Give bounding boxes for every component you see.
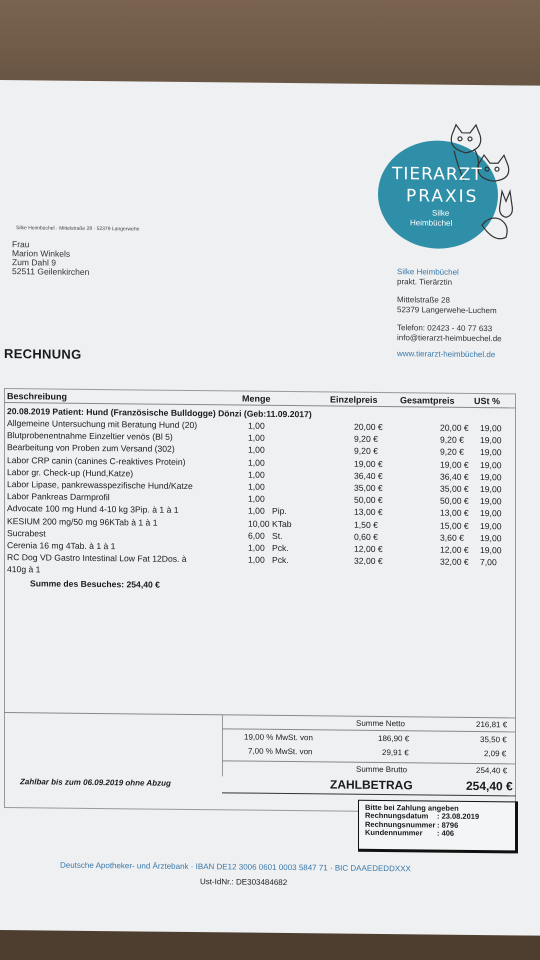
practice-website: www.tierarzt-heimbüchel.de [397, 349, 496, 360]
item-description: RC Dog VD Gastro Intestinal Low Fat 12Dos. à [7, 552, 187, 565]
item-quantity: 1,00 [248, 469, 265, 480]
item-unit-price: 13,00 € [354, 507, 383, 518]
col-header-tax: USt % [474, 395, 501, 407]
item-total: 12,00 € [440, 544, 469, 555]
item-tax: 19,00 [480, 459, 502, 470]
practice-info [397, 267, 502, 360]
item-quantity: 1,00 [248, 493, 265, 504]
vat19-label: 19,00 % MwSt. von [244, 732, 313, 743]
amount-due-label: ZAHLBETRAG [330, 777, 413, 793]
item-description: Bearbeitung von Proben zum Versand (302) [7, 442, 175, 455]
item-quantity: 1,00 [248, 457, 265, 468]
logo-name-line1: Silke [432, 208, 450, 218]
item-total: 19,00 € [440, 459, 469, 470]
item-tax: 19,00 [480, 496, 502, 507]
item-tax: 19,00 [480, 520, 502, 531]
item-unit: Pip. [272, 506, 287, 517]
item-quantity: 6,00 [248, 530, 265, 541]
item-description: Cerenia 16 mg 4Tab. à 1 à 1 [7, 540, 116, 552]
recipient-line: Frau [12, 239, 30, 250]
item-unit-price: 20,00 € [354, 421, 383, 433]
item-quantity: 1,00 [248, 481, 265, 492]
practice-street: Mittelstraße 28 [397, 295, 450, 305]
item-tax: 7,00 [480, 557, 497, 568]
payment-key: Kundennummer [365, 827, 423, 838]
item-tax: 19,00 [480, 484, 502, 495]
vat7-label: 7,00 % MwSt. von [248, 746, 313, 757]
item-tax: 19,00 [480, 423, 502, 434]
net-sum-label: Summe Netto [356, 718, 405, 729]
item-quantity: 1,00 [248, 554, 265, 565]
practice-email: info@tierarzt-heimbuechel.de [397, 333, 502, 344]
item-unit-price: 50,00 € [354, 494, 383, 506]
item-quantity: 1,00 [248, 505, 265, 517]
item-quantity: 1,00 [248, 542, 265, 553]
item-description: Blutprobenentnahme Einzeltier venös (Bl 5) [7, 430, 173, 442]
payment-box-title: Bitte bei Zahlung angeben [365, 802, 459, 813]
col-header-quantity: Menge [242, 393, 271, 404]
item-unit: KTab [272, 518, 292, 529]
item-total: 15,00 € [440, 520, 469, 531]
item-tax: 19,00 [480, 435, 502, 446]
item-tax: 19,00 [480, 471, 502, 483]
item-description-continued: 410g à 1 [7, 564, 41, 575]
gross-sum-value: 254,40 € [476, 765, 508, 776]
recipient-address [12, 240, 89, 277]
visit-sum: Summe des Besuches: 254,40 € [30, 578, 160, 590]
document-title: RECHNUNG [4, 346, 82, 362]
practice-title: prakt. Tierärztin [397, 277, 453, 287]
item-unit-price: 12,00 € [354, 543, 383, 555]
payment-value: : 8796 [437, 820, 459, 830]
totals-divider [222, 714, 223, 776]
col-header-total: Gesamtpreis [400, 395, 455, 406]
item-total: 9,20 € [440, 434, 464, 446]
payment-value: : 23.08.2019 [437, 811, 480, 822]
payment-key: Rechnungsdatum [365, 811, 429, 821]
item-unit-price: 36,40 € [354, 470, 383, 481]
payment-key: Rechnungsnummer [365, 819, 436, 830]
item-unit: Pck. [272, 542, 289, 554]
item-unit-price: 9,20 € [354, 446, 378, 457]
sender-line: Silke Heimbüchel · Mittelstraße 28 · 52379 Langerwehe [16, 225, 140, 233]
item-tax: 19,00 [480, 545, 502, 556]
vat7-value: 2,09 € [484, 749, 507, 759]
item-unit-price: 0,60 € [354, 531, 378, 542]
item-unit: St. [272, 530, 283, 541]
amount-due-value: 254,40 € [466, 778, 513, 794]
item-total: 36,40 € [440, 471, 469, 482]
item-description: Labor CRP canin (canines C-reaktives Protein) [7, 454, 186, 467]
item-description: Sucrabest [7, 527, 46, 539]
item-total: 32,00 € [440, 556, 469, 568]
logo-title-line1: TIERARZT [392, 164, 483, 186]
item-total: 3,60 € [440, 532, 464, 543]
vat7-base: 29,91 € [382, 748, 409, 758]
item-quantity: 1,00 [248, 432, 265, 443]
due-note: Zahlbar bis zum 06.09.2019 ohne Abzug [20, 777, 171, 788]
recipient-line: Marion Winkels [12, 248, 71, 259]
vat19-value: 35,50 € [480, 735, 507, 745]
item-unit-price: 19,00 € [354, 458, 383, 469]
practice-city: 52379 Langerwehe-Luchem [397, 305, 497, 316]
item-tax: 19,00 [480, 508, 502, 519]
item-tax: 19,00 [480, 532, 502, 544]
item-quantity: 1,00 [248, 444, 265, 456]
practice-name: Silke Heimbüchel [397, 267, 459, 277]
recipient-line: Zum Dahl 9 [12, 257, 56, 268]
item-unit-price: 35,00 € [354, 482, 383, 494]
logo-name-line2: Heimbüchel [410, 218, 453, 228]
gross-sum-label: Summe Brutto [356, 764, 408, 775]
item-description: Labor Pankreas Darmprofil [7, 491, 110, 503]
item-description: Labor Lipase, pankrewasspezifische Hund/Katze [7, 479, 193, 492]
payment-box-lines [359, 812, 515, 839]
item-unit: Pck. [272, 555, 289, 566]
net-sum-value: 216,81 € [476, 719, 508, 730]
item-total: 50,00 € [440, 495, 469, 507]
vat19-base: 186,90 € [378, 733, 410, 744]
item-description: Allgemeine Untersuchung mit Beratung Hund (20) [7, 418, 198, 431]
visit-header: 20.08.2019 Patient: Hund (Französische Bulldogge) Dönzi (Geb:11.09.2017) [7, 406, 312, 420]
vat-id: Ust-IdNr.: DE303484682 [200, 877, 288, 888]
practice-phone: Telefon: 02423 - 40 77 633 [397, 323, 493, 334]
item-total: 20,00 € [440, 422, 469, 433]
recipient-line: 52511 Geilenkirchen [12, 266, 90, 277]
col-header-unit-price: Einzelpreis [330, 394, 378, 405]
item-unit-price: 1,50 € [354, 519, 378, 530]
item-quantity: 10,00 [248, 518, 270, 529]
item-description: Labor gr. Check-up (Hund,Katze) [7, 466, 134, 479]
payment-reference-box [358, 800, 518, 854]
item-unit-price: 9,20 € [354, 433, 378, 445]
item-tax: 19,00 [480, 447, 502, 458]
item-unit-price: 32,00 € [354, 555, 383, 567]
logo-title-line2: PRAXIS [406, 186, 479, 208]
item-total: 35,00 € [440, 483, 469, 494]
item-total: 9,20 € [440, 446, 464, 458]
bank-details: Deutsche Apotheker- und Ärztebank · IBAN DE12 3006 0601 0003 5847 71 · BIC DAAEDEDDXXX [60, 860, 411, 874]
item-total: 13,00 € [440, 507, 469, 519]
item-description: Advocate 100 mg Hund 4-10 kg 3Pip. à 1 à 1 [7, 503, 179, 516]
item-quantity: 1,00 [248, 420, 265, 431]
payment-value: : 406 [437, 828, 455, 838]
invoice-paper [0, 80, 540, 936]
item-description: KESIUM 200 mg/50 mg 96KTab à 1 à 1 [7, 515, 158, 528]
col-header-description: Beschreibung [7, 391, 68, 402]
